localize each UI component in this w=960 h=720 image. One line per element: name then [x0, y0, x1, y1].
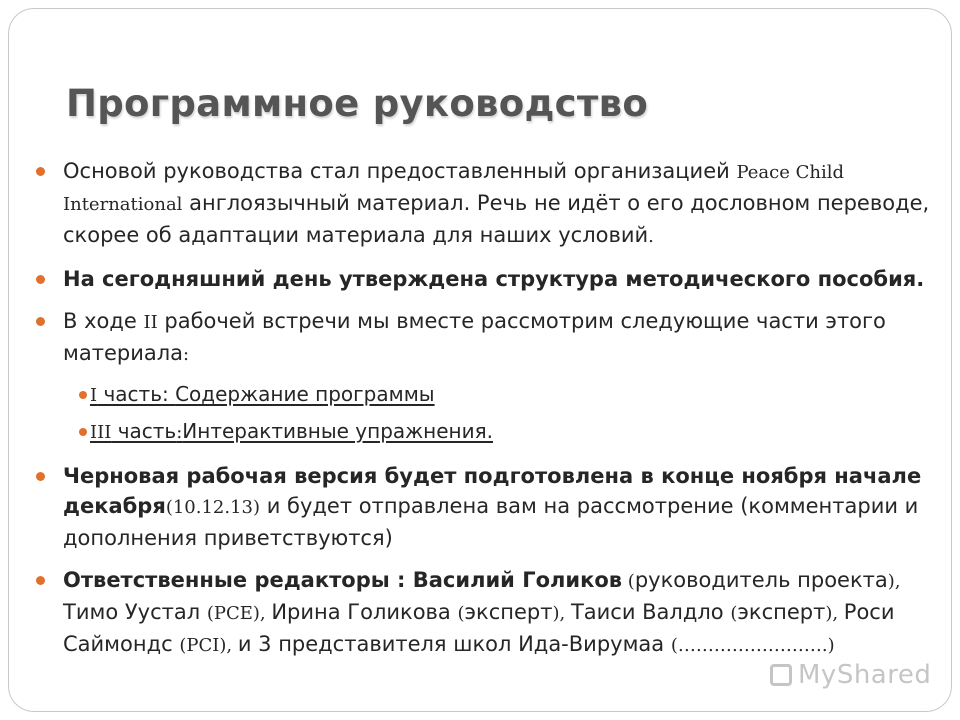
text: В ходе [63, 309, 144, 333]
text: Таиси Валдло [570, 600, 731, 624]
sub-item-part-3 [36, 417, 948, 447]
text: (…………………….) [670, 635, 835, 656]
text: : [176, 422, 183, 443]
roman-numeral: II [143, 312, 158, 333]
text: ), [825, 603, 844, 624]
bullet-dot [79, 391, 87, 399]
text: руководитель проекта [634, 568, 888, 592]
text: Черновая рабочая версия будет подготовлена в конце ноября начале декабря [63, 464, 922, 518]
text: эксперт [464, 600, 553, 624]
text: (PCE), [206, 603, 272, 624]
bullet-dot [36, 317, 45, 326]
text: рабочей встречи мы вместе рассмотрим следующие части этого материала [63, 309, 886, 365]
text: Интерактивные упражнения. [182, 419, 494, 443]
sub-item-part-1 [36, 380, 948, 410]
text: и будет отправлена вам на рассмотрение (комментарии и дополнения приветствуются) [63, 494, 919, 550]
text: англоязычный материал. Речь не идёт о его дословном переводе, скорее об адаптации материала для наших условий [63, 191, 930, 247]
text: Роси Саймондс [63, 600, 895, 656]
date: (10.12.13) [165, 497, 261, 518]
bullet-item-editors [36, 565, 948, 661]
slide-title: Программное руководство [66, 82, 649, 125]
myshared-logo-icon [770, 664, 792, 686]
org-name: Peace Child International [63, 162, 844, 215]
text: Содержание программы [175, 382, 435, 406]
text: ), [552, 603, 571, 624]
text: часть: [97, 382, 176, 406]
watermark-text: MyShared [798, 660, 932, 690]
roman-numeral: I [90, 385, 98, 406]
watermark [770, 660, 931, 690]
text: Ответственные редакторы : Василий Голиков [63, 568, 623, 592]
text: ( [730, 603, 738, 624]
text: . [648, 226, 654, 247]
bullet-item-structure [36, 264, 948, 294]
text: : [183, 344, 190, 365]
roman-numeral: III [90, 422, 112, 443]
text: Тимо Уустал [63, 600, 207, 624]
text: Основой руководства стал предоставленный организацией [63, 159, 737, 183]
text: ( [622, 571, 635, 592]
text: На сегодняшний день утверждена структура методического пособия. [63, 267, 925, 291]
bullet-dot [36, 167, 45, 176]
bullet-dot [36, 275, 45, 284]
text: (PCI), [179, 635, 238, 656]
text: ), [887, 571, 901, 592]
bullet-item-meeting [36, 306, 948, 370]
bullet-dot [36, 576, 45, 585]
text: и 3 представителя школ Ида-Вирумаа [237, 632, 671, 656]
bullet-item-draft [36, 461, 948, 553]
text: Ирина Голикова [271, 600, 458, 624]
text: часть [111, 419, 177, 443]
text: ( [457, 603, 465, 624]
slide-content [36, 156, 948, 673]
text: эксперт [737, 600, 826, 624]
bullet-item-source [36, 156, 948, 252]
bullet-dot [79, 428, 87, 436]
bullet-dot [36, 472, 45, 481]
